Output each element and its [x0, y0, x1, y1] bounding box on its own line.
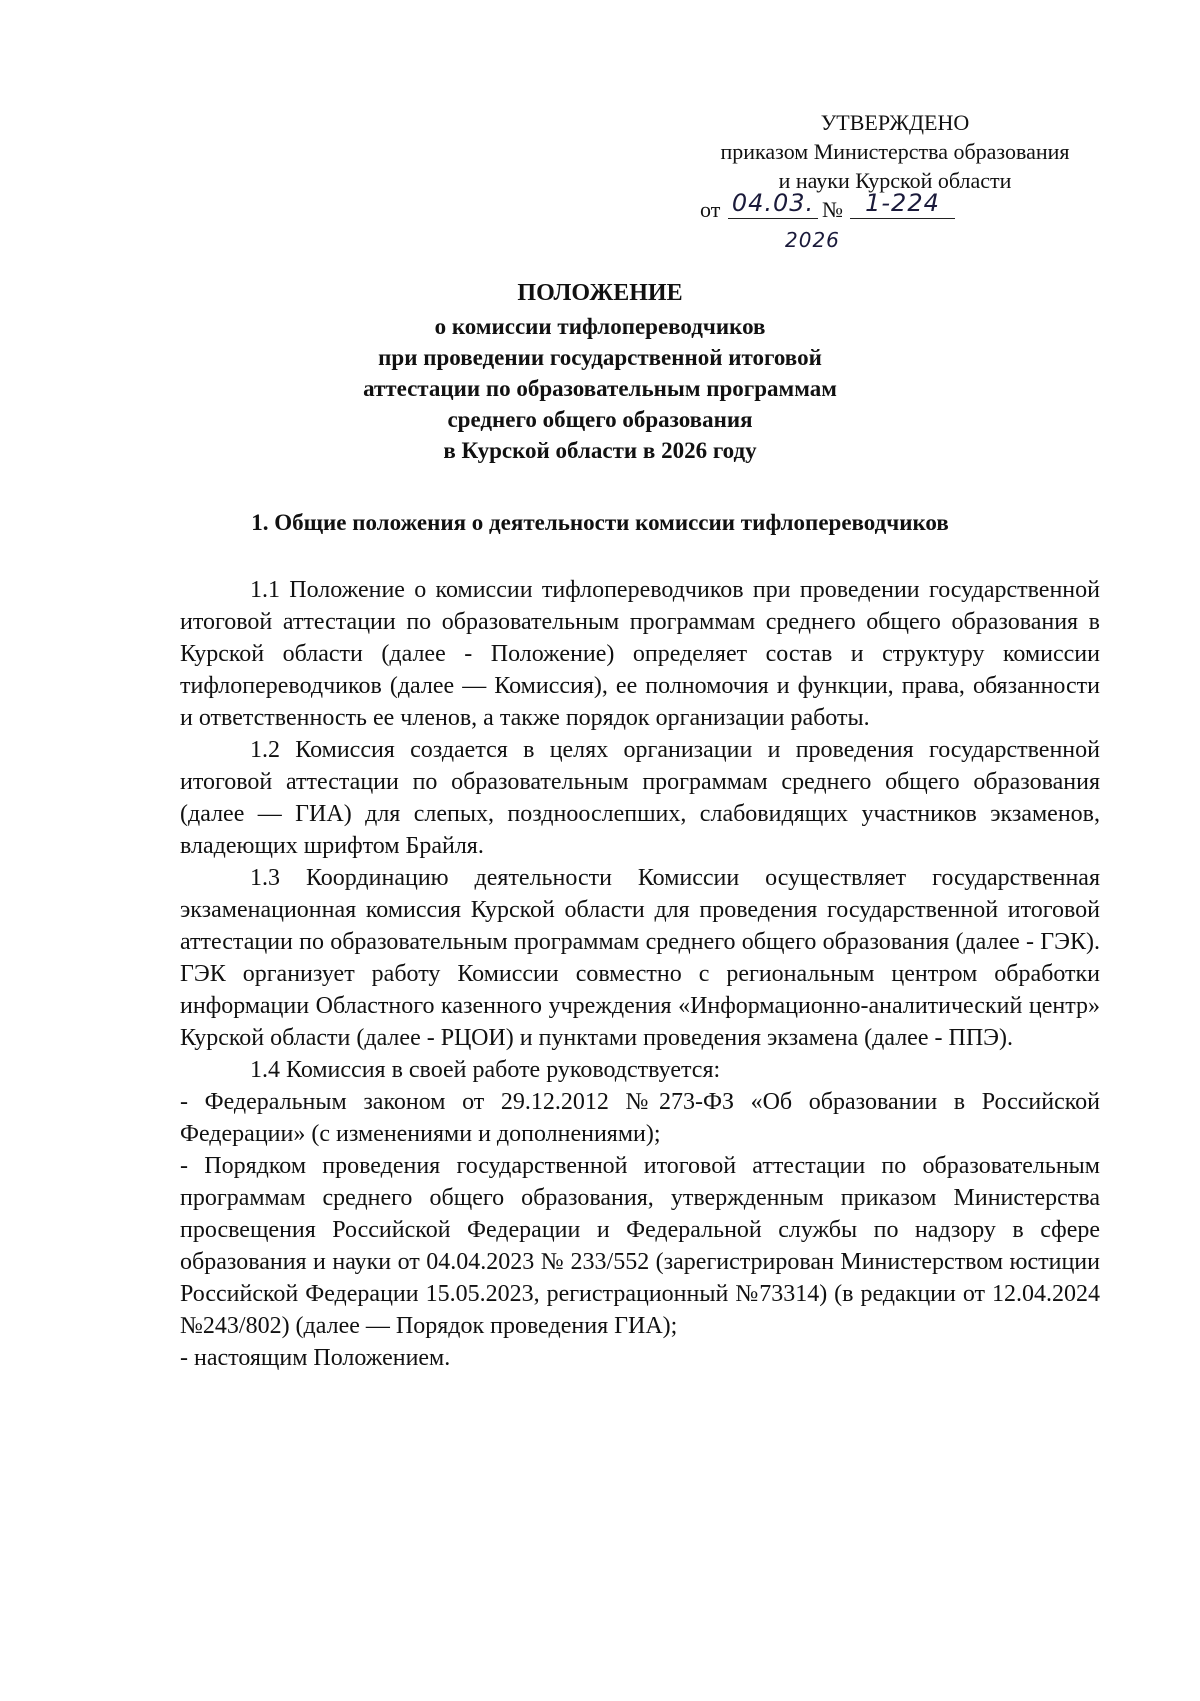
- list-item: - настоящим Положением.: [180, 1345, 451, 1371]
- order-year: 2026: [785, 228, 840, 252]
- paragraph: 1.2 Комиссия создается в целях организации и проведения государственной итоговой аттестации по образовательным программам среднего общего образования (далее — ГИА) для слепых, поздноослепших, слабовидящих участников экзаменов, владеющих шрифтом Брайля.: [180, 737, 1100, 859]
- order-number-sign: №: [822, 197, 843, 222]
- approval-heading: УТВЕРЖДЕНО: [820, 110, 970, 135]
- order-prefix: от: [700, 197, 721, 222]
- order-date: 04.03.: [728, 189, 818, 219]
- approval-stamp: [700, 108, 1090, 225]
- paragraph: 1.3 Координацию деятельности Комиссии осуществляет государственная экзаменационная комиссия Курской области для проведения государственной итоговой аттестации по образовательным программам среднего общего образования (далее - ГЭК). ГЭК организует работу Комиссии совместно с региональным центром обработки информации Областного казенного учреждения «Информационно-аналитический центр» Курской области (далее - РЦОИ) и пунктами проведения экзамена (далее - ППЭ).: [180, 865, 1100, 1051]
- title-line: среднего общего образования: [447, 407, 753, 432]
- approval-line-1: приказом Министерства образования: [720, 139, 1070, 164]
- document-title: [0, 278, 1200, 466]
- title-line: о комиссии тифлопереводчиков: [434, 314, 766, 339]
- title-line: при проведении государственной итоговой: [378, 345, 822, 370]
- list-item: - Порядком проведения государственной итоговой аттестации по образовательным программам среднего общего образования, утвержденным приказом Министерства просвещения Российской Федерации и Федеральной службы по надзору в сфере образования и науки от 04.04.2023 № 233/552 (зарегистрирован Министерством юстиции Российской Федерации 15.05.2023, регистрационный №73314) (в редакции от 12.04.2024 №243/802) (далее — Порядок проведения ГИА);: [180, 1153, 1100, 1339]
- paragraph: 1.4 Комиссия в своей работе руководствуется:: [250, 1057, 721, 1083]
- section-heading: 1. Общие положения о деятельности комиссии тифлопереводчиков: [251, 510, 949, 535]
- list-item: - Федеральным законом от 29.12.2012 №273-ФЗ «Об образовании в Российской Федерации» (с изменениями и дополнениями);: [180, 1089, 1100, 1147]
- paragraph: 1.1 Положение о комиссии тифлопереводчиков при проведении государственной итоговой аттестации по образовательным программам среднего общего образования в Курской области (далее - Положение) определяет состав и структуру комиссии тифлопереводчиков (далее — Комиссия), ее полномочия и функции, права, обязанности и ответственность ее членов, а также порядок организации работы.: [180, 577, 1100, 731]
- approval-order-line: [700, 189, 1090, 225]
- title-line: в Курской области в 2026 году: [443, 438, 757, 463]
- order-number: 1-224: [850, 189, 955, 219]
- approval-line-2: и науки Курской области: [778, 168, 1012, 193]
- section-body: [180, 574, 1100, 1374]
- title-main: ПОЛОЖЕНИЕ: [517, 280, 683, 306]
- title-line: аттестации по образовательным программам: [363, 376, 837, 401]
